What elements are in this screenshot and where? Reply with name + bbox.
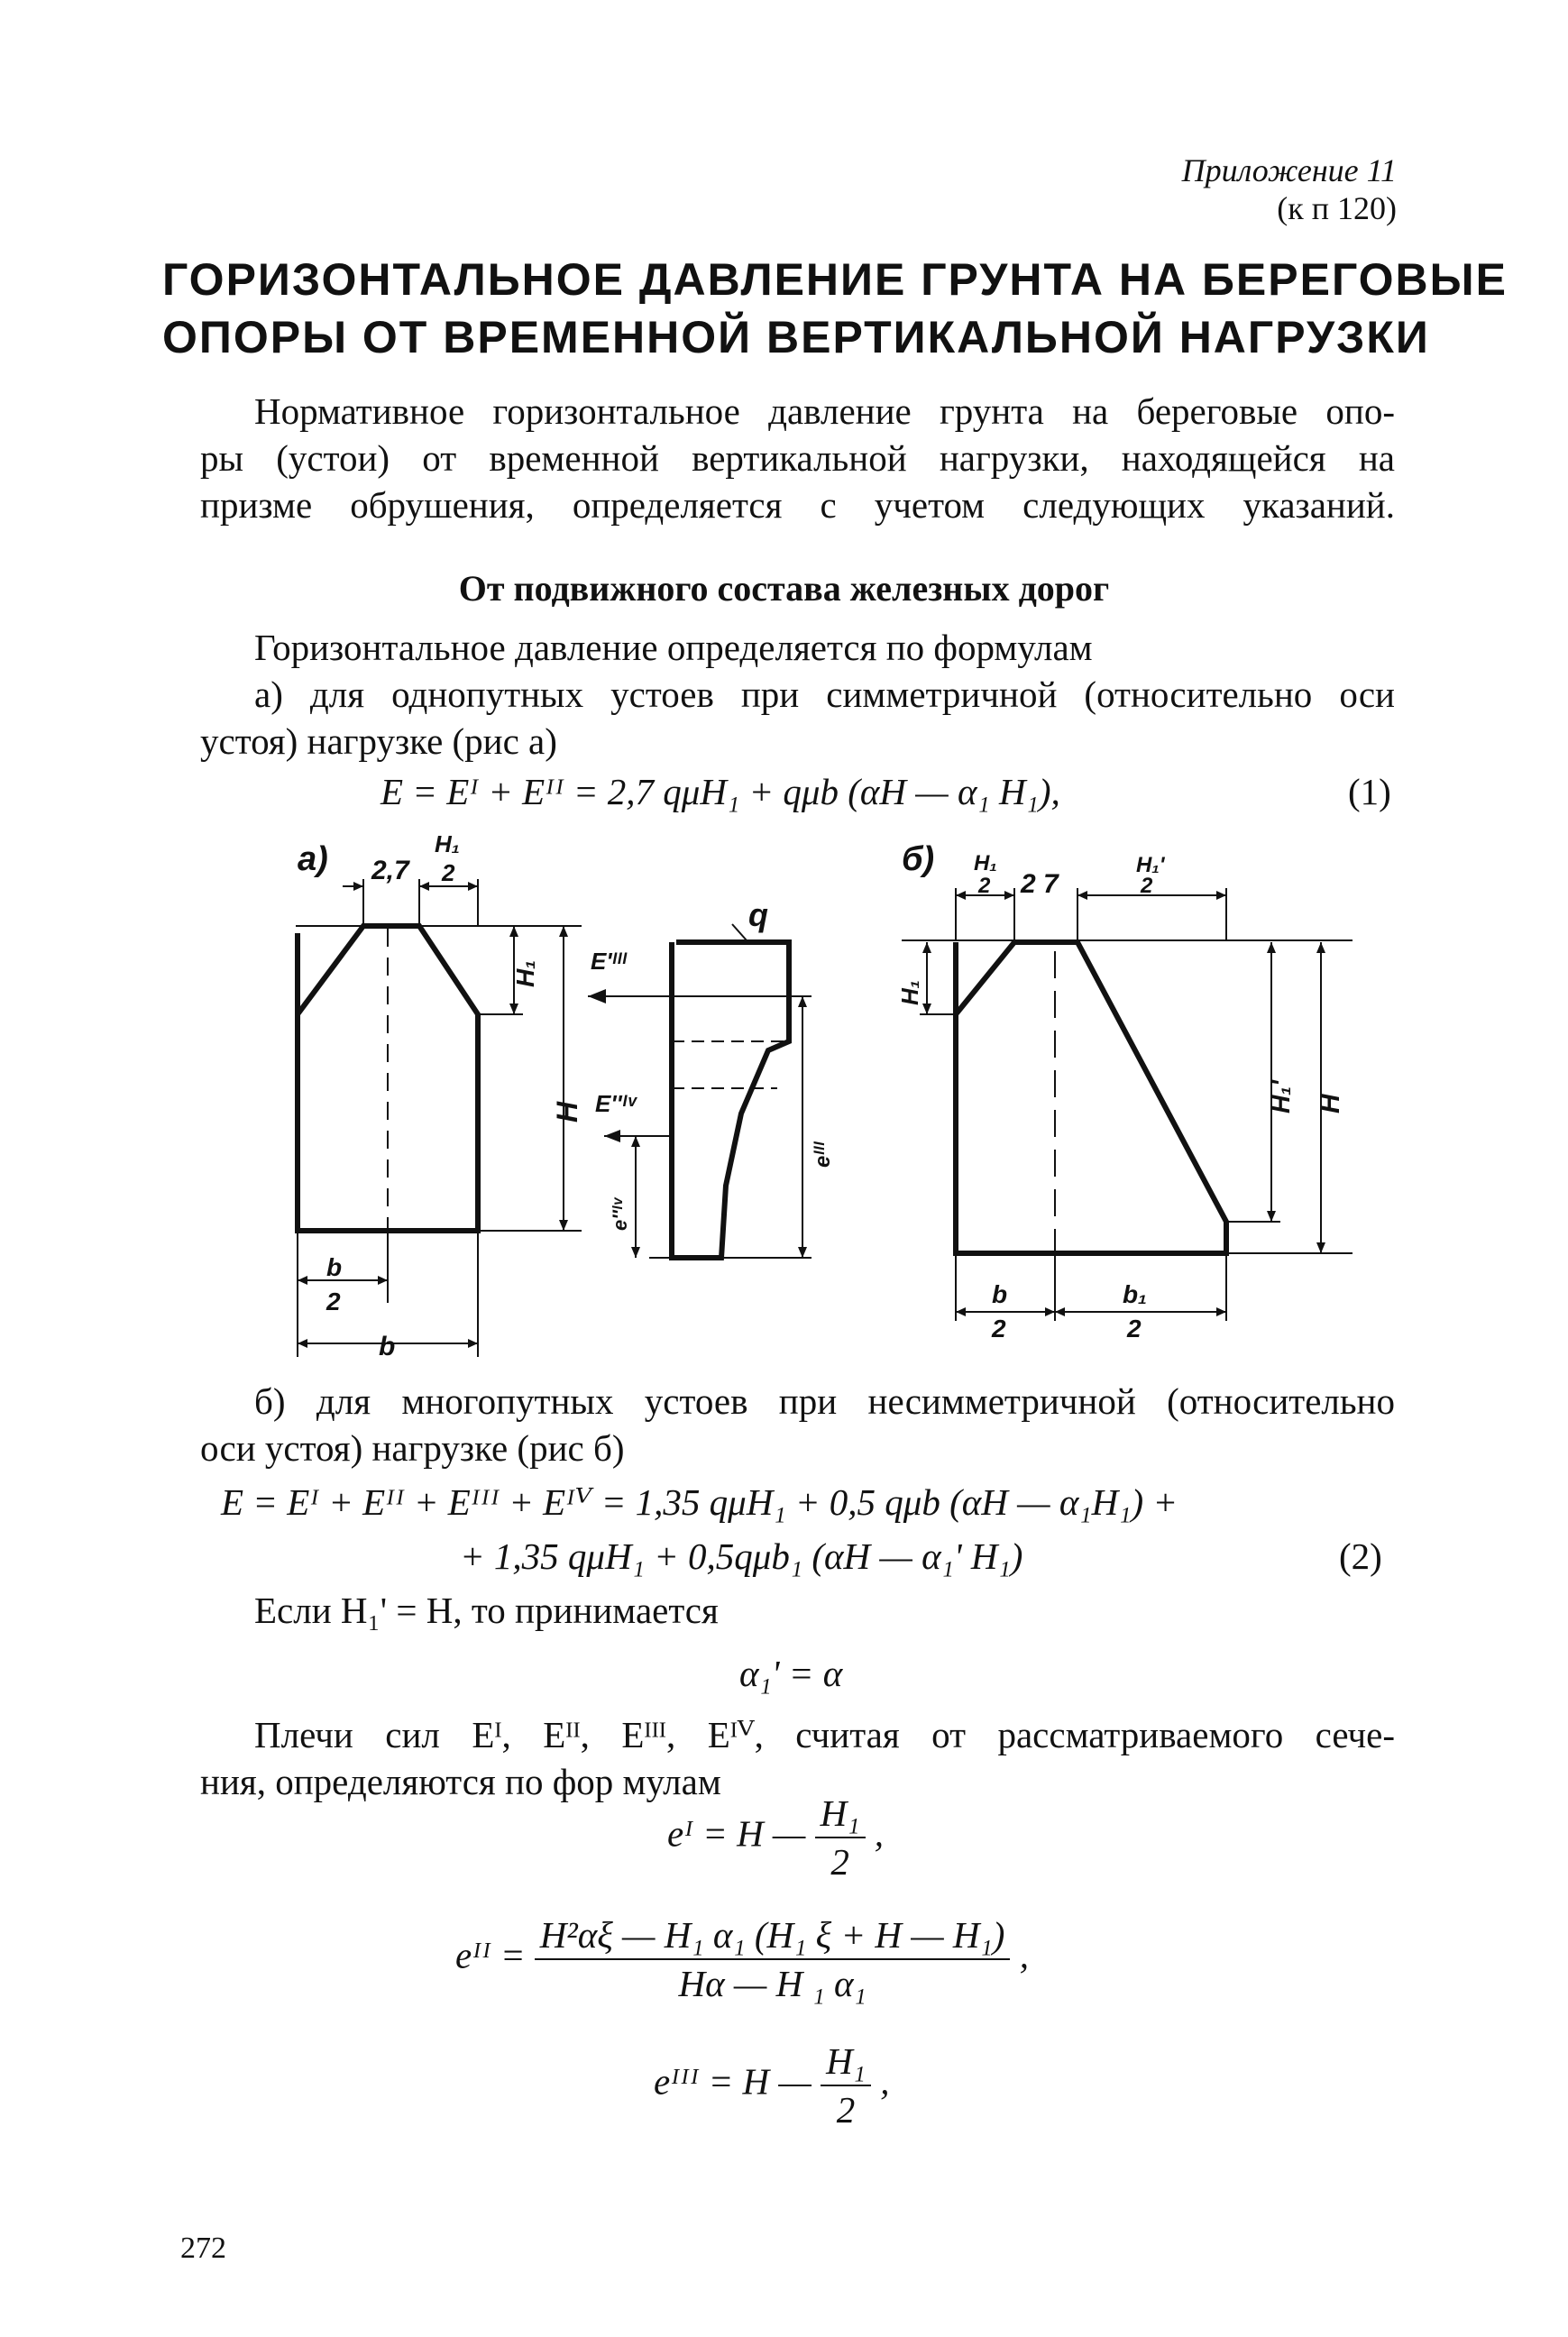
figure-b-h1p-den: 2 (1141, 874, 1153, 898)
middle-q-label: q (748, 896, 768, 933)
figure-b-side-h1p: H₁' (1267, 1080, 1295, 1114)
figure-a-side-h1: H₁ (511, 959, 539, 987)
figure-a-abutment (296, 879, 582, 1357)
equation-e1-fraction (815, 1790, 866, 1885)
equation-e2-tail: , (1019, 1934, 1029, 1976)
equation-e3-fraction (821, 2038, 871, 2133)
middle-e3-label: E'ᴵᴵᴵ (591, 948, 628, 975)
section-a-line-1: Горизонтальное давление определяется по формулам (254, 627, 1093, 668)
equation-e1 (667, 1790, 884, 1885)
figure-b-b2-num: b (992, 1280, 1008, 1308)
middle-e4-arm: e''ᴵᵛ (609, 1197, 631, 1231)
section-a-line-2: а) для однопутных устоев при симметричной (относительно оси (254, 674, 1395, 715)
title-line-2: ОПОРЫ ОТ ВРЕМЕННОЙ ВЕРТИКАЛЬНОЙ НАГРУЗКИ (162, 312, 1430, 362)
figure-a-b2-num: b (326, 1253, 343, 1281)
equation-e3 (654, 2038, 889, 2133)
equation-e3-tail: , (880, 2060, 890, 2103)
formula-2-line-1: E = Eᴵ + Eᴵᴵ + Eᴵᴵᴵ + Eᴵⱽ = 1,35 qμH₁ + 0,5 qμb (αH — α₁H₁) + (221, 1481, 1178, 1523)
figure-b-b2-den: 2 (992, 1315, 1006, 1343)
equation-e2-fraction (535, 1911, 1011, 2007)
equation-e1-tail: , (874, 1812, 885, 1855)
page-number: 272 (180, 2232, 226, 2265)
figure-b-label: б) (902, 840, 935, 878)
section-a-line-3: устоя) нагрузке (рис а) (200, 720, 557, 762)
clause-reference: (к п 120) (1277, 190, 1397, 226)
equation-e2-denominator: Hα — H ₁ α₁ (678, 1963, 867, 2004)
figure-a-label: а) (298, 840, 328, 878)
equation-e2-numerator: H²αξ — H₁ α₁ (H₁ ξ + H — H₁) (535, 1911, 1011, 1960)
figure-b-h1-den: 2 (978, 874, 991, 898)
intro-line-3: призме обрушения, определяется с учетом следующих указаний. (200, 484, 1395, 526)
figure-a-h1-den: 2 (442, 859, 455, 886)
figure-a-top-dim: 2,7 (371, 856, 409, 885)
equation-e3-denominator: 2 (836, 2089, 856, 2131)
title-line-1: ГОРИЗОНТАЛЬНОЕ ДАВЛЕНИЕ ГРУНТА НА БЕРЕГОВЫЕ (162, 254, 1508, 305)
figure-b-side-h: H (1316, 1094, 1345, 1114)
appendix-label: Приложение 11 (1181, 152, 1397, 188)
appendix-reference (1182, 151, 1397, 227)
figure-a-b-dim: b (379, 1332, 396, 1361)
equation-e3-numerator: H₁ (821, 2038, 871, 2086)
figure-b-b12-den: 2 (1127, 1315, 1142, 1343)
equation-e3-lhs: eᴵᴵᴵ = H — (654, 2060, 812, 2103)
condition-text: Если H₁' = H, то принимается (254, 1590, 719, 1631)
equation-e1-lhs: eᴵ = H — (667, 1812, 806, 1855)
middle-e4-label: E''ᴵᵛ (595, 1090, 637, 1117)
figure-b-h1p-num: H₁' (1136, 853, 1165, 877)
arms-line-1: Плечи сил Eᴵ, Eᴵᴵ, Eᴵᴵᴵ, Eᴵⱽ, считая от рассматриваемого сече- (254, 1714, 1395, 1755)
figure-a-b2-den: 2 (326, 1288, 341, 1315)
intro-line-1: Нормативное горизонтальное давление грунта на береговые опо- (254, 390, 1395, 432)
intro-paragraph (200, 388, 1395, 528)
formula-1-number: (1) (1348, 771, 1391, 812)
section-a-text (200, 624, 1395, 765)
section-b-line-1: б) для многопутных устоев при несимметричной (относительно (254, 1380, 1395, 1422)
equation-e2 (455, 1911, 1029, 2007)
figure-b-h1-num: H₁ (974, 851, 997, 875)
equation-e1-denominator: 2 (830, 1841, 849, 1883)
formula-2-line-2: + 1,35 qμH₁ + 0,5qμb₁ (αH — α₁' H₁) (460, 1535, 1023, 1577)
figure-b-side-h1: H₁ (896, 980, 923, 1005)
subheading: От подвижного состава железных дорог (458, 568, 1110, 609)
section-b-text (200, 1378, 1395, 1471)
equation-e1-numerator: H₁ (815, 1790, 866, 1838)
figure-b-b12-num: b₁ (1123, 1280, 1147, 1308)
figure-b-top-dim: 2 7 (1021, 869, 1059, 899)
middle-e3-arm: eᴵᴵᴵ (811, 1141, 835, 1168)
section-b-line-2: оси устоя) нагрузке (рис б) (200, 1427, 625, 1469)
figure-a-h1-num: H₁ (435, 830, 460, 857)
page-title (162, 251, 1508, 366)
equation-e2-lhs: eᴵᴵ = (455, 1934, 526, 1976)
formula-1: E = Eᴵ + Eᴵᴵ = 2,7 qμH₁ + qμb (αH — α₁ H₁), (381, 771, 1060, 812)
intro-line-2: ры (устои) от временной вертикальной нагрузки, находящейся на (200, 437, 1395, 479)
figure-a-side-h: H (551, 1101, 583, 1123)
formula-2-number: (2) (1339, 1535, 1382, 1577)
condition-result: α₁' = α (739, 1653, 843, 1694)
abutment-diagrams (271, 825, 1345, 1361)
arms-line-2: ния, определяются по фор мулам (200, 1761, 721, 1802)
